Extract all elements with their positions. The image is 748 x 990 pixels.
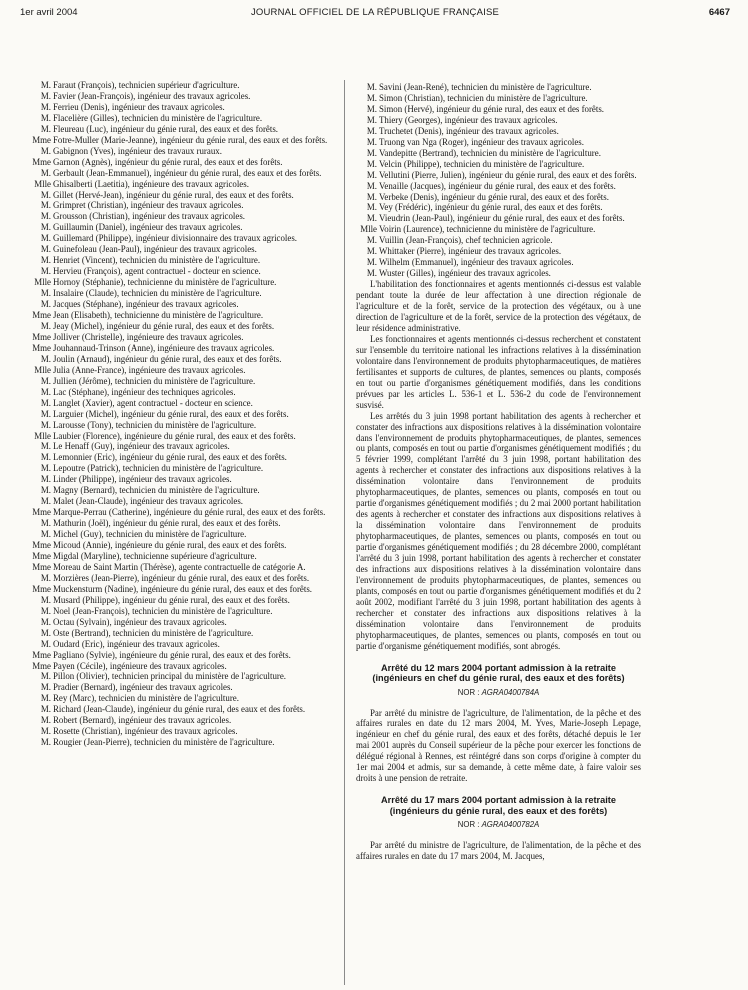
civility-title: M. [40,682,51,693]
person-text: Pradier (Bernard), ingénieur des travaux agricoles. [53,682,233,693]
person-entry [30,551,337,562]
civility-title: M. [366,92,377,103]
person-text: Langlet (Xavier), agent contractuel - docteur en science. [53,397,253,408]
person-entry [30,255,337,266]
person-entry [30,595,337,606]
decree-body-2: Par arrêté du ministre de l'agriculture, de l'alimentation, de la pêche et des affaires rurales en date du 17 mars 2004, M. Jacques, [356,840,641,862]
civility-title: M. [40,200,51,211]
person-text: Truchetet (Denis), ingénieur des travaux agricoles. [379,125,559,136]
person-text: Octau (Sylvain), ingénieur des travaux agricoles. [53,616,227,627]
person-entry [30,376,337,387]
person-text: Henriet (Vincent), technicien du ministère de l'agriculture. [53,255,261,266]
person-entry [356,235,641,246]
person-entry [30,606,337,617]
civility-title: M. [366,158,377,169]
civility-title: Mme [32,310,51,321]
person-text: Truong van Nga (Roger), ingénieur des travaux agricoles. [379,136,584,147]
civility-title: M. [366,235,377,246]
person-text: Malet (Jean-Claude), ingénieur des travaux agricoles. [53,496,243,507]
person-entry [30,693,337,704]
person-text: Marque-Perrau (Catherine), ingénieure du génie rural, des eaux et des forêts. [53,507,326,518]
civility-title: M. [40,90,51,101]
civility-title: M. [40,737,51,748]
person-text: Vieudrin (Jean-Paul), ingénieur du génie rural, des eaux et des forêts. [379,213,625,224]
right-column [356,82,641,862]
header-date: 1er avril 2004 [20,7,78,18]
person-text: Gerbault (Jean-Emmanuel), ingénieur du génie rural, des eaux et des forêts. [53,167,322,178]
person-text: Morzières (Jean-Pierre), ingénieur du génie rural, des eaux et des forêts. [53,572,310,583]
person-entry [30,387,337,398]
civility-title: M. [366,191,377,202]
civility-title: M. [40,474,51,485]
civility-title: Mlle [34,277,51,288]
person-entry [30,474,337,485]
nor-reference-1: NOR : AGRA0400784A [457,687,540,697]
person-entry [356,104,641,115]
civility-title: M. [40,167,51,178]
person-entry [30,431,337,442]
person-entry [356,224,641,235]
person-text: Julia (Anne-France), ingénieure des travaux agricoles. [53,364,246,375]
person-text: Oudard (Eric), ingénieur des travaux agricoles. [53,638,220,649]
person-entry [30,398,337,409]
civility-title: M. [40,638,51,649]
civility-title: M. [40,715,51,726]
civility-title: M. [40,320,51,331]
civility-title: M. [40,288,51,299]
person-text: Larguier (Michel), ingénieur du génie rural, des eaux et des forêts. [53,408,289,419]
civility-title: Mme [32,550,51,561]
person-text: Gabignon (Yves), ingénieur des travaux ruraux. [53,145,222,156]
person-entry [30,420,337,431]
civility-title: Mlle [34,178,51,189]
person-entry [30,682,337,693]
person-entry [30,628,337,639]
header-title: JOURNAL OFFICIEL DE LA RÉPUBLIQUE FRANÇAISE [250,7,500,18]
person-text: Pagliano (Sylvie), ingénieure du génie rural, des eaux et des forêts. [53,649,291,660]
person-text: Lac (Stéphane), ingénieur des techniques agricoles. [53,386,236,397]
civility-title: Mme [32,331,51,342]
person-entry [30,288,337,299]
civility-title: M. [366,268,377,279]
person-text: Jeay (Michel), ingénieur du génie rural, des eaux et des forêts. [53,320,275,331]
civility-title: M. [40,353,51,364]
person-text: Ghisalberti (Laetitia), ingénieure des travaux agricoles. [53,178,249,189]
civility-title: M. [40,693,51,704]
civility-title: M. [40,463,51,474]
person-entry [30,737,337,748]
decree-body-1: Par arrêté du ministre de l'agriculture, de l'alimentation, de la pêche et des affaires rurales en date du 12 mars 2004, M. Yves, Marie-Joseph Lepage, ingénieur en chef du génie rural, des eaux et des forêts, détaché depuis le 1er mai 2001 auprès du Conseil supérieur de la pêche pour exercer les fonctions de délégué régional à Rennes, est réintégré dans son corps d'origine à compter du 1er mai 2004 et admis, sur sa demande, à cette même date, à faire valoir ses droits à une pension de retraite. [356,707,641,784]
person-text: Lepoutre (Patrick), technicien du ministère de l'agriculture. [53,463,264,474]
person-entry [30,617,337,628]
person-entry [30,365,337,376]
person-entry [30,332,337,343]
person-text: Rey (Marc), technicien du ministère de l'agriculture. [53,693,239,704]
person-entry [30,266,337,277]
person-entry [356,268,641,279]
person-entry [30,529,337,540]
civility-title: M. [40,233,51,244]
civility-title: M. [40,419,51,430]
civility-title: M. [40,605,51,616]
decree-title-2: Arrêté du 17 mars 2004 portant admission à la retraite (ingénieurs du génie rural, des eaux et des forêts) [381,795,616,816]
page-header [20,6,730,20]
civility-title: M. [40,518,51,529]
civility-title: M. [40,112,51,123]
civility-title: M. [366,257,377,268]
person-text: Le Henaff (Guy), ingénieur des travaux agricoles. [53,441,230,452]
civility-title: M. [40,386,51,397]
civility-title: M. [366,136,377,147]
person-text: Thiery (Georges), ingénieur des travaux agricoles. [379,114,558,125]
person-entry [30,726,337,737]
civility-title: Mme [32,156,51,167]
paragraph-validity: L'habilitation des fonctionnaires et agents mentionnés ci-dessus est valable pendant toute la durée de leur affectation à une direction régionale de l'agriculture et de la forêt, service de la protection des végétaux, ou à une direction de l'agriculture et de la forêt, service de la protection des végétaux, de leur résidence administrative. [356,279,641,333]
person-entry [30,310,337,321]
civility-title: M. [366,114,377,125]
person-text: Mathurin (Joël), ingénieur du génie rural, des eaux et des forêts. [53,518,281,529]
person-entry [30,157,337,168]
decree-title-1: Arrêté du 12 mars 2004 portant admission à la retraite (ingénieurs en chef du génie rural, des eaux et des forêts) [372,662,625,684]
person-entry [356,192,641,203]
person-text: Laubier (Florence), ingénieure du génie rural, des eaux et des forêts. [53,430,296,441]
person-entry [30,200,337,211]
civility-title: M. [40,145,51,156]
person-entry [30,409,337,420]
civility-title: M. [40,726,51,737]
person-entry [30,135,337,146]
column-divider [344,80,345,985]
person-text: Vellutini (Pierre, Julien), ingénieur du génie rural, des eaux et des forêts. [379,169,637,180]
civility-title: M. [40,123,51,134]
person-entry [30,244,337,255]
person-text: Wilhelm (Emmanuel), ingénieur des travaux agricoles. [379,257,574,268]
person-entry [30,179,337,190]
nor-reference-2: NOR : AGRA0400782A [457,820,540,830]
person-text: Grousson (Christian), ingénieur des travaux agricoles. [53,211,245,222]
person-text: Gillet (Hervé-Jean), ingénieur du génie rural, des eaux et des forêts. [53,189,294,200]
person-text: Jacques (Stéphane), ingénieur des travaux agricoles. [53,299,239,310]
civility-title: Mlle [360,224,377,235]
civility-title: M. [366,202,377,213]
person-text: Grimpret (Christian), ingénieur des travaux agricoles. [53,200,244,211]
person-entry [30,299,337,310]
civility-title: M. [40,375,51,386]
person-entry [30,233,337,244]
person-entry [30,343,337,354]
person-text: Michel (Guy), technicien du ministère de l'agriculture. [53,529,247,540]
person-entry [356,126,641,137]
person-text: Vandepitte (Bertrand), technicien du ministère de l'agriculture. [379,147,601,158]
civility-title: Mlle [34,430,51,441]
person-text: Hornoy (Stéphanie), technicienne du ministère de l'agriculture. [53,277,277,288]
person-text: Velcin (Philippe), technicien du ministère de l'agriculture. [379,158,585,169]
person-entry [356,246,641,257]
person-entry [30,540,337,551]
person-entry [356,257,641,268]
person-entry [30,562,337,573]
civility-title: M. [40,529,51,540]
person-text: Migdal (Maryline), technicienne supérieure d'agriculture. [53,550,257,561]
civility-title: M. [40,594,51,605]
person-text: Venaille (Jacques), ingénieur du génie rural, des eaux et des forêts. [379,180,616,191]
person-text: Rosette (Christian), ingénieur des travaux agricoles. [53,726,238,737]
civility-title: Mme [32,649,51,660]
person-entry [30,661,337,672]
person-entry [30,639,337,650]
person-entry [30,463,337,474]
person-entry [30,277,337,288]
person-text: Verbeke (Denis), ingénieur du génie rural, des eaux et des forêts. [379,191,609,202]
person-entry [30,584,337,595]
person-entry [356,202,641,213]
civility-title: Mme [32,660,51,671]
right-list [356,82,641,279]
person-text: Oste (Bertrand), technicien du ministère de l'agriculture. [53,627,254,638]
person-entry [30,441,337,452]
person-entry [30,168,337,179]
civility-title: M. [40,671,51,682]
person-entry [356,115,641,126]
person-text: Hervieu (François), agent contractuel - docteur en science. [53,266,261,277]
person-entry [30,102,337,113]
civility-title: M. [40,244,51,255]
person-text: Guillaumin (Daniel), ingénieur des travaux agricoles. [53,222,243,233]
person-entry [356,148,641,159]
person-text: Insalaire (Claude), technicien du ministère de l'agriculture. [53,288,262,299]
person-text: Fotre-Muller (Marie-Jeanne), ingénieur du génie rural, des eaux et des forêts. [53,134,328,145]
person-text: Noel (Jean-François), technicien du ministère de l'agriculture. [53,605,273,616]
person-entry [30,113,337,124]
civility-title: M. [40,496,51,507]
person-text: Jean (Elisabeth), technicienne du ministère de l'agriculture. [53,310,264,321]
person-text: Linder (Philippe), ingénieur des travaux agricoles. [53,474,232,485]
civility-title: Mme [32,583,51,594]
person-text: Vuillin (Jean-François), chef technicien agricole. [379,235,553,246]
civility-title: M. [366,82,377,92]
civility-title: M. [40,299,51,310]
person-entry [356,137,641,148]
civility-title: M. [40,704,51,715]
page-number: 6467 [708,7,730,18]
person-text: Jolliver (Christelle), ingénieure des travaux agricoles. [53,331,244,342]
civility-title: M. [40,408,51,419]
civility-title: M. [40,485,51,496]
person-text: Jouhannaud-Trinson (Anne), ingénieure des travaux agricoles. [53,342,275,353]
civility-title: M. [366,147,377,158]
person-text: Favier (Jean-François), ingénieur des travaux agricoles. [53,90,251,101]
person-entry [30,715,337,726]
civility-title: M. [366,180,377,191]
person-entry [30,91,337,102]
civility-title: Mme [32,561,51,572]
civility-title: M. [366,213,377,224]
person-entry [30,321,337,332]
person-text: Moreau de Saint Martin (Thérèse), agente contractuelle de catégorie A. [53,561,306,572]
person-text: Pillon (Olivier), technicien principal du ministère de l'agriculture. [53,671,287,682]
civility-title: M. [366,103,377,114]
person-entry [30,507,337,518]
person-entry [356,170,641,181]
person-entry [30,650,337,661]
civility-title: M. [40,189,51,200]
civility-title: Mme [32,507,51,518]
civility-title: M. [40,266,51,277]
civility-title: M. [40,255,51,266]
person-text: Magny (Bernard), technicien du ministère de l'agriculture. [53,485,260,496]
person-entry [30,80,337,91]
civility-title: Mme [32,540,51,551]
civility-title: M. [40,452,51,463]
civility-title: M. [40,101,51,112]
person-text: Vey (Frédéric), ingénieur du génie rural, des eaux et des forêts. [379,202,603,213]
person-text: Muckensturm (Nadine), ingénieure du génie rural, des eaux et des forêts. [53,583,313,594]
person-text: Micoud (Annie), ingénieure du génie rural, des eaux et des forêts. [53,540,287,551]
person-text: Faraut (François), technicien supérieur d'agriculture. [53,80,240,90]
civility-title: Mlle [34,364,51,375]
person-entry [30,452,337,463]
person-entry [356,159,641,170]
person-text: Whittaker (Pierre), ingénieur des travaux agricoles. [379,246,562,257]
civility-title: Mme [32,134,51,145]
paragraph-powers: Les fonctionnaires et agents mentionnés ci-dessus recherchent et constatent sur l'ensemble du territoire national les infractions relatives à la dissémination volontaire dans l'environnement de produits phytopharmaceutiques, de matières fertilisantes et supports de cultures, de plantes, semences ou plants, composés en tout ou partie d'organismes génétiquement modifiés, dans les conditions prévues par les articles L. 536-1 et L. 536-2 du code de l'environnement susvisé. [356,333,641,410]
person-entry [30,124,337,135]
person-entry [356,213,641,224]
person-text: Fleureau (Luc), ingénieur du génie rural, des eaux et des forêts. [53,123,278,134]
civility-title: M. [40,441,51,452]
paragraph-abrogation: Les arrêtés du 3 juin 1998 portant habilitation des agents à rechercher et constater des infractions aux dispositions relatives à la dissémination volontaire dans l'environnement de produits phytopharmaceutiques, de plantes, semences ou plants, composés en tout ou partie d'organismes génétiquement modifiés ; du 5 février 1999, complétant l'arrêté du 3 juin 1998, portant habilitation des agents à rechercher et constater des infractions aux dispositions relatives à la dissémination volontaire dans l'environnement de produits phytopharmaceutiques, de plantes, semences ou plants, composés en tout ou partie d'organismes génétiquement modifiés ; du 2 mai 2000 portant habilitation des agents à rechercher et constater des infractions aux dispositions relatives à la dissémination volontaire dans l'environnement de produits phytopharmaceutiques, de plantes, semences ou plants, composés en tout ou partie d'organismes génétiquement modifiés ; du 28 décembre 2000, complétant l'arrêté du 3 juin 1998, portant habilitation des agents à rechercher et constater des infractions aux dispositions relatives à la dissémination volontaire dans l'environnement de produits phytopharmaceutiques, de plantes, semences ou plants, composés en tout ou partie d'organismes génétiquement modifiés et du 2 août 2002, modifiant l'arrêté du 3 juin 1998, portant habilitation des agents à rechercher et constater des infractions aux dispositions relatives à la dissémination volontaire dans l'environnement de produits phytopharmaceutiques, de plantes, semences ou plants, composés en tout ou partie d'organisme génétiquement modifiés, sont abrogés. [356,410,641,651]
person-text: Simon (Christian), technicien du ministère de l'agriculture. [379,92,588,103]
person-text: Musard (Philippe), ingénieur du génie rural, des eaux et des forêts. [53,594,290,605]
civility-title: M. [40,616,51,627]
person-entry [356,82,641,93]
person-text: Rougier (Jean-Pierre), technicien du ministère de l'agriculture. [53,737,275,748]
person-text: Savini (Jean-René), technicien du ministère de l'agriculture. [379,82,592,92]
civility-title: Mme [32,342,51,353]
person-text: Guinefoleau (Jean-Paul), ingénieur des travaux agricoles. [53,244,257,255]
person-entry [30,485,337,496]
person-entry [30,222,337,233]
civility-title: M. [40,211,51,222]
civility-title: M. [40,80,51,90]
person-text: Payen (Cécile), ingénieure des travaux agricoles. [53,660,227,671]
person-entry [30,354,337,365]
person-entry [30,496,337,507]
person-entry [356,93,641,104]
person-text: Voirin (Laurence), technicienne du ministère de l'agriculture. [379,224,596,235]
civility-title: M. [366,246,377,257]
person-text: Ferrieu (Denis), ingénieur des travaux agricoles. [53,101,225,112]
person-entry [30,671,337,682]
person-text: Larousse (Tony), technicien du ministère de l'agriculture. [53,419,257,430]
person-entry [30,211,337,222]
person-entry [30,190,337,201]
civility-title: M. [40,397,51,408]
person-text: Guillemard (Philippe), ingénieur divisionnaire des travaux agricoles. [53,233,297,244]
person-text: Richard (Jean-Claude), ingénieur du génie rural, des eaux et des forêts. [53,704,306,715]
person-text: Simon (Hervé), ingénieur du génie rural, des eaux et des forêts. [379,103,605,114]
civility-title: M. [366,169,377,180]
person-text: Joulin (Arnaud), ingénieur du génie rural, des eaux et des forêts. [53,353,282,364]
person-entry [30,146,337,157]
person-text: Garnon (Agnès), ingénieur du génie rural, des eaux et des forêts. [53,156,283,167]
person-entry [30,518,337,529]
person-text: Jullien (Jérôme), technicien du ministère de l'agriculture. [53,375,256,386]
left-column [30,80,337,748]
person-text: Wuster (Gilles), ingénieur des travaux agricoles. [379,268,551,279]
civility-title: M. [40,572,51,583]
person-text: Robert (Bernard), ingénieur des travaux agricoles. [53,715,232,726]
person-entry [356,181,641,192]
person-text: Lemonnier (Eric), ingénieur du génie rural, des eaux et des forêts. [53,452,287,463]
civility-title: M. [40,627,51,638]
civility-title: M. [366,125,377,136]
person-text: Flacelière (Gilles), technicien du ministère de l'agriculture. [53,112,263,123]
person-entry [30,704,337,715]
civility-title: M. [40,222,51,233]
person-entry [30,573,337,584]
